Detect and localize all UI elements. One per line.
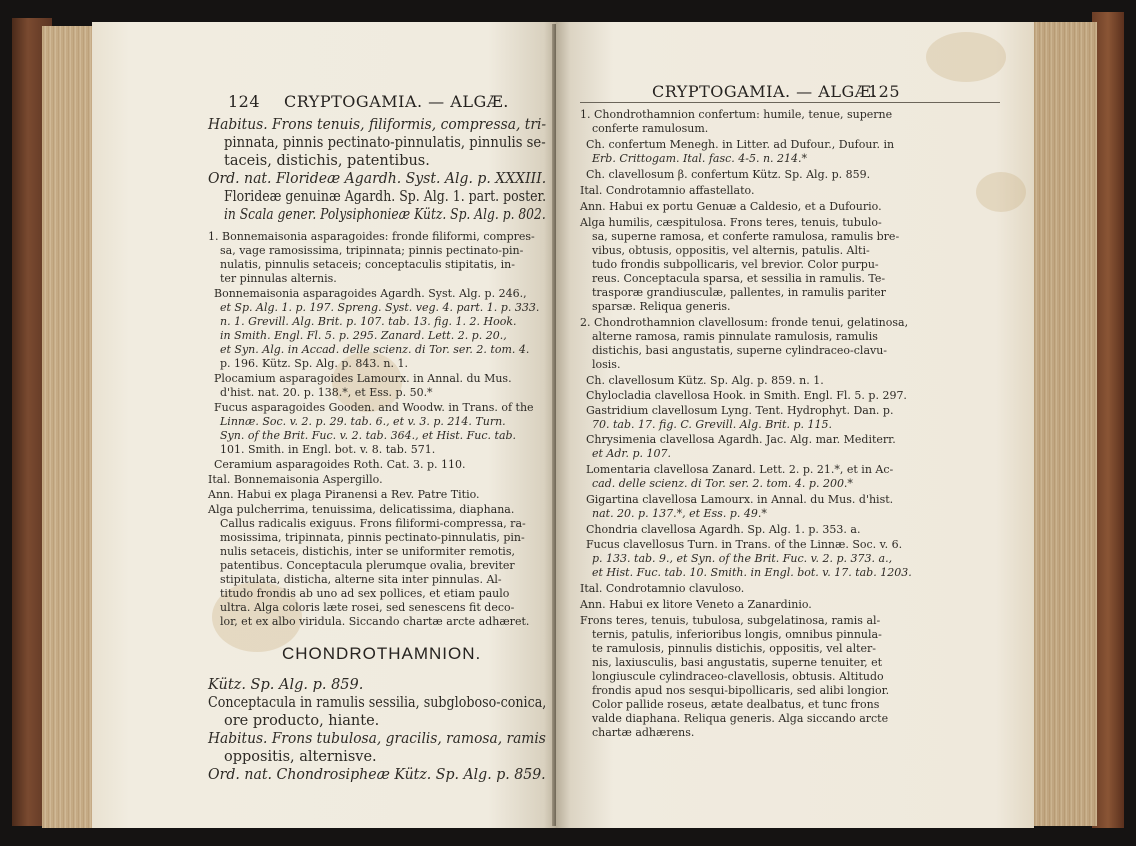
page-edges-left xyxy=(42,26,95,828)
text-line: n. 1. Grevill. Alg. Brit. p. 107. tab. 13. fig. 1. 2. Hook. xyxy=(220,315,517,328)
text-line: Callus radicalis exiguus. Frons filiformi-compressa, ra- xyxy=(220,517,526,530)
text-line: sa, vage ramosissima, tripinnata; pinnis pectinato-pin- xyxy=(220,244,524,257)
text-line: Syn. of the Brit. Fuc. v. 2. tab. 364., et Hist. Fuc. tab. xyxy=(220,429,517,442)
right-page xyxy=(556,22,1034,828)
text-line: 70. tab. 17. fig. C. Grevill. Alg. Brit. p. 115. xyxy=(592,418,832,431)
text-line: valde diaphana. Reliqua generis. Alga siccando arcte xyxy=(592,712,889,725)
text-line: Ann. Habui ex litore Veneto a Zanardinio. xyxy=(580,598,812,611)
text-line: losis. xyxy=(592,358,621,371)
text-line: Bonnemaisonia asparagoides Agardh. Syst. Alg. p. 246., xyxy=(214,287,527,300)
text-line: Gigartina clavellosa Lamourx. in Annal. du Mus. d'hist. xyxy=(586,493,894,506)
text-line: nulis setaceis, distichis, inter se uniformiter remotis, xyxy=(220,545,515,558)
text-line: mosissima, tripinnata, pinnis pectinato-pinnulatis, pin- xyxy=(220,531,525,544)
text-line: 1. Bonnemaisonia asparagoides: fronde filiformi, compres- xyxy=(208,230,535,243)
text-line: Habitus. Frons tenuis, filiformis, compressa, tri- xyxy=(208,117,547,133)
text-line: Ord. nat. Chondrosipheæ Kütz. Sp. Alg. p. 859. xyxy=(208,767,546,783)
text-line: et Adr. p. 107. xyxy=(592,447,671,460)
text-line: frondis apud nos sesqui-bipollicaris, sed alibi longior. xyxy=(592,684,890,697)
text-line: Alga pulcherrima, tenuissima, delicatissima, diaphana. xyxy=(208,503,515,516)
text-line: cad. delle scienz. di Tor. ser. 2. tom. 4. p. 200.* xyxy=(592,477,853,490)
text-line: Frons teres, tenuis, tubulosa, subgelatinosa, ramis al- xyxy=(580,614,881,627)
text-line: conferte ramulosum. xyxy=(592,122,709,135)
text-line: tudo frondis subpollicaris, vel brevior. Color purpu- xyxy=(592,258,879,271)
text-line: p. 196. Kütz. Sp. Alg. p. 843. n. 1. xyxy=(220,357,408,370)
head-rule xyxy=(580,102,1000,103)
text-line: Ch. clavellosum Kütz. Sp. Alg. p. 859. n. 1. xyxy=(586,374,824,387)
running-head: CRYPTOGAMIA. — ALGÆ. xyxy=(284,92,509,111)
text-line: nis, laxiusculis, basi angustatis, superne tenuiter, et xyxy=(592,656,883,669)
text-line: Habitus. Frons tubulosa, gracilis, ramosa, ramis xyxy=(208,731,546,747)
text-line: Kütz. Sp. Alg. p. 859. xyxy=(208,677,364,693)
text-line: Fucus clavellosus Turn. in Trans. of the Linnæ. Soc. v. 6. xyxy=(586,538,903,551)
text-line: ore producto, hiante. xyxy=(224,713,380,729)
page-number: 124 xyxy=(228,92,261,111)
text-line: trasporæ grandiusculæ, pallentes, in ramulis pariter xyxy=(592,286,886,299)
text-line: 2. Chondrothamnion clavellosum: fronde tenui, gelatinosa, xyxy=(580,316,909,329)
text-line: ter pinnulas alternis. xyxy=(220,272,337,285)
text-line: distichis, basi angustatis, superne cylindraceo-clavu- xyxy=(592,344,888,357)
text-line: chartæ adhærens. xyxy=(592,726,695,739)
text-line: et Hist. Fuc. tab. 10. Smith. in Engl. bot. v. 17. tab. 1203. xyxy=(592,566,912,579)
text-line: alterne ramosa, ramis pinnulate ramulosis, ramulis xyxy=(592,330,878,343)
text-line: Chrysimenia clavellosa Agardh. Jac. Alg. mar. Mediterr. xyxy=(586,433,896,446)
text-line: Erb. Crittogam. Ital. fasc. 4-5. n. 214.* xyxy=(592,152,808,165)
text-line: Ceramium asparagoides Roth. Cat. 3. p. 110. xyxy=(214,458,466,471)
text-line: patentibus. Conceptacula plerumque ovalia, breviter xyxy=(220,559,515,572)
text-line: in Scala gener. Polysiphonieæ Kütz. Sp. Alg. p. 802. xyxy=(224,207,546,223)
text-line: nat. 20. p. 137.*, et Ess. p. 49.* xyxy=(592,507,767,520)
text-line: Plocamium asparagoides Lamourx. in Annal. du Mus. xyxy=(214,372,512,385)
text-line: Ital. Condrotamnio clavuloso. xyxy=(580,582,745,595)
text-line: et Sp. Alg. 1. p. 197. Spreng. Syst. veg. 4. part. 1. p. 333. xyxy=(220,301,540,314)
text-line: Chylocladia clavellosa Hook. in Smith. Engl. Fl. 5. p. 297. xyxy=(586,389,907,402)
text-line: Chondria clavellosa Agardh. Sp. Alg. 1. p. 353. a. xyxy=(586,523,861,536)
text-line: Gastridium clavellosum Lyng. Tent. Hydrophyt. Dan. p. xyxy=(586,404,894,417)
text-line: Ord. nat. Florideæ Agardh. Syst. Alg. p. XXXIII. xyxy=(208,171,547,187)
text-line: Ital. Bonnemaisonia Aspergillo. xyxy=(208,473,383,486)
text-line: sa, superne ramosa, et conferte ramulosa, ramulis bre- xyxy=(592,230,900,243)
text-line: pinnata, pinnis pectinato-pinnulatis, pinnulis se- xyxy=(224,135,546,151)
text-line: p. 133. tab. 9., et Syn. of the Brit. Fuc. v. 2. p. 373. a., xyxy=(592,552,893,565)
text-line: d'hist. nat. 20. p. 138.*, et Ess. p. 50.* xyxy=(220,386,433,399)
text-line: longiuscule cylindraceo-clavellosis, obtusis. Altitudo xyxy=(592,670,884,683)
text-line: nulatis, pinnulis setaceis; conceptaculis stipitatis, in- xyxy=(220,258,515,271)
text-line: Conceptacula in ramulis sessilia, subgloboso-conica, xyxy=(208,695,547,711)
text-line: Alga humilis, cæspitulosa. Frons teres, tenuis, tubulo- xyxy=(580,216,882,229)
text-line: Lomentaria clavellosa Zanard. Lett. 2. p. 21.*, et in Ac- xyxy=(586,463,894,476)
text-line: Ital. Condrotamnio affastellato. xyxy=(580,184,755,197)
text-line: Ch. clavellosum β. confertum Kütz. Sp. Alg. p. 859. xyxy=(586,168,871,181)
running-head: CRYPTOGAMIA. — ALGÆ. xyxy=(652,82,877,101)
text-line: 101. Smith. in Engl. bot. v. 8. tab. 571. xyxy=(220,443,436,456)
page-edges-right xyxy=(1032,22,1097,826)
page-number: 125 xyxy=(868,82,901,101)
text-line: vibus, obtusis, oppositis, vel alternis, patulis. Alti- xyxy=(592,244,870,257)
text-line: in Smith. Engl. Fl. 5. p. 295. Zanard. Lett. 2. p. 20., xyxy=(220,329,507,342)
text-line: oppositis, alternisve. xyxy=(224,749,377,765)
paper-stain xyxy=(926,32,1006,82)
text-line: titudo frondis ab uno ad sex pollices, et etiam paulo xyxy=(220,587,510,600)
text-line: Ann. Habui ex portu Genuæ a Caldesio, et a Dufourio. xyxy=(580,200,882,213)
text-line: 1. Chondrothamnion confertum: humile, tenue, superne xyxy=(580,108,893,121)
paper-stain xyxy=(976,172,1026,212)
text-line: reus. Conceptacula sparsa, et sessilia in ramulis. Te- xyxy=(592,272,886,285)
text-line: taceis, distichis, patentibus. xyxy=(224,153,430,169)
text-line: et Syn. Alg. in Accad. delle scienz. di Tor. ser. 2. tom. 4. xyxy=(220,343,530,356)
text-line: Fucus asparagoides Gooden. and Woodw. in Trans. of the xyxy=(214,401,534,414)
text-line: Florideæ genuinæ Agardh. Sp. Alg. 1. part. poster. xyxy=(224,189,547,205)
text-line: sparsæ. Reliqua generis. xyxy=(592,300,731,313)
genus-heading: CHONDROTHAMNION. xyxy=(282,644,482,663)
text-line: ternis, patulis, inferioribus longis, omnibus pinnula- xyxy=(592,628,882,641)
left-page xyxy=(92,22,558,828)
text-line: Linnæ. Soc. v. 2. p. 29. tab. 6., et v. 3. p. 214. Turn. xyxy=(220,415,506,428)
text-line: ultra. Alga coloris læte rosei, sed senescens fit deco- xyxy=(220,601,515,614)
text-line: Ann. Habui ex plaga Piranensi a Rev. Patre Titio. xyxy=(208,488,480,501)
text-line: stipitulata, disticha, alterne sita inter pinnulas. Al- xyxy=(220,573,502,586)
text-line: lor, et ex albo viridula. Siccando chartæ arcte adhæret. xyxy=(220,615,530,628)
text-line: Ch. confertum Menegh. in Litter. ad Dufour., Dufour. in xyxy=(586,138,895,151)
text-line: te ramulosis, pinnulis distichis, oppositis, vel alter- xyxy=(592,642,877,655)
text-line: Color pallide roseus, ætate dealbatus, et tunc frons xyxy=(592,698,880,711)
